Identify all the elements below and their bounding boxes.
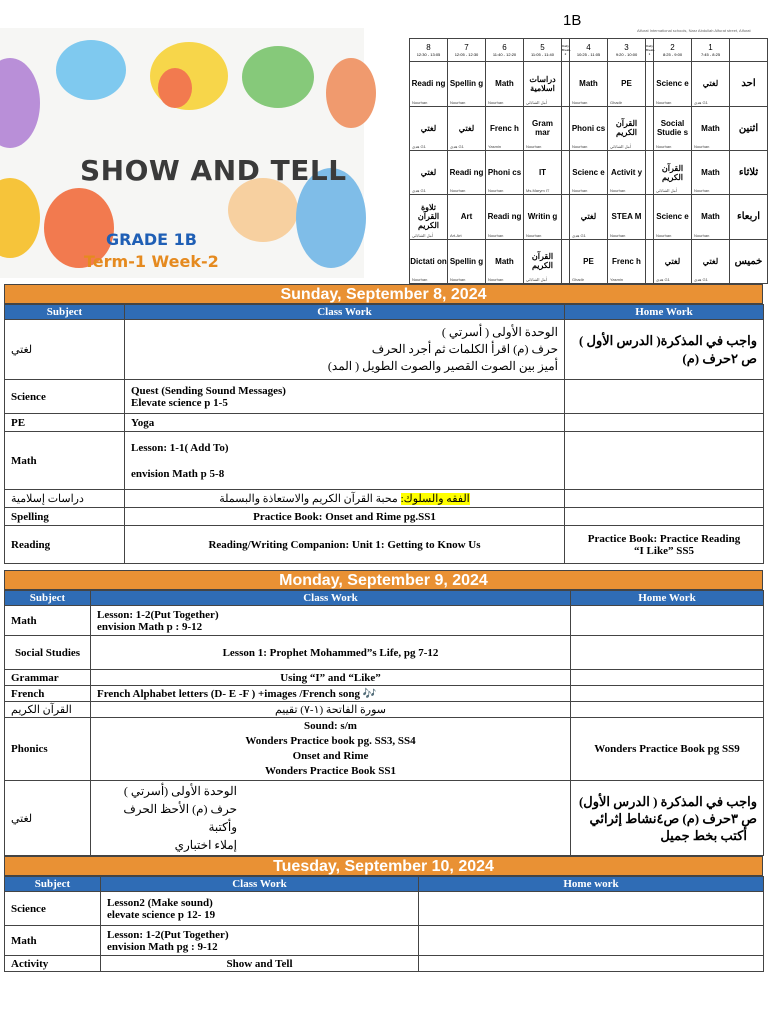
timetable-teacher: Ghadir — [610, 99, 623, 105]
timetable-period-header — [448, 39, 486, 62]
timetable-teacher: هدى G1 — [450, 143, 464, 149]
timetable-cell — [608, 195, 646, 239]
homework-cell — [571, 670, 764, 686]
timetable-cell — [570, 195, 608, 239]
table-row — [5, 414, 764, 432]
timetable-cell — [646, 106, 654, 150]
timetable-teacher: Art-Art — [450, 232, 462, 238]
timetable-subject: Readi ng — [411, 79, 446, 89]
timetable-cell — [448, 62, 486, 106]
period-time: 9:20 - 10:00 — [615, 52, 638, 58]
timetable-subject: تلاوة القرآن الكريم — [417, 203, 440, 231]
homework-cell — [565, 414, 764, 432]
timetable-day-label: اثنين — [730, 106, 768, 150]
timetable-subject: لغتي — [702, 256, 719, 266]
timetable-cell — [410, 239, 448, 283]
timetable-cell — [448, 106, 486, 150]
timetable-cell — [692, 106, 730, 150]
subject-cell: Math — [5, 606, 91, 636]
timetable-cell — [608, 62, 646, 106]
timetable-teacher: Nourhan — [694, 188, 710, 194]
subject-cell: Science — [5, 380, 125, 414]
homework-cell: Wonders Practice Book pg SS9 — [571, 718, 764, 781]
timetable-subject: لغتي — [420, 168, 437, 178]
timetable-teacher: Nourhan — [450, 188, 466, 194]
timetable-subject: Spellin g — [449, 79, 484, 89]
timetable-teacher: هدى G1 — [412, 143, 426, 149]
timetable-teacher: Nourhan — [656, 143, 672, 149]
subject-cell: French — [5, 686, 91, 702]
timetable-teacher: Nourhan — [656, 99, 672, 105]
table-row — [5, 526, 764, 564]
decorative-blob — [242, 46, 314, 108]
classwork-cell: Lesson: 1-2(Put Together) envision Math pg : 9-12 — [101, 926, 419, 956]
period-number: 6 — [502, 43, 507, 53]
period-time: 12:05 - 12:30 — [454, 52, 479, 58]
table-row — [5, 606, 764, 636]
timetable-subject: لغتي — [664, 256, 681, 266]
timetable-cell — [410, 195, 448, 239]
timetable-teacher: Nourhan — [572, 99, 588, 105]
homework-cell — [565, 508, 764, 526]
table-row — [5, 432, 764, 490]
day-header: Sunday, September 8, 2024 — [4, 284, 763, 304]
timetable-subject: القرآن الكريم — [615, 119, 638, 138]
timetable-teacher: Nourhan — [694, 143, 710, 149]
subject-cell: لغتي — [5, 320, 125, 380]
timetable-cell — [410, 62, 448, 106]
timetable-cell — [486, 150, 524, 194]
timetable-teacher: Nourhan — [610, 232, 626, 238]
timetable-cell — [692, 62, 730, 106]
timetable-cell — [448, 150, 486, 194]
timetable-subject: لغتي — [420, 123, 437, 133]
classwork-cell: الوحدة الأولى (أسرتي ) حرف (م) الأحظ الحرف وأكتبة إملاء اختباري — [91, 781, 571, 856]
timetable-subject: PE — [621, 79, 632, 89]
table-row — [5, 956, 764, 972]
timetable-subject: PE — [583, 256, 594, 266]
timetable-cell — [646, 62, 654, 106]
timetable-cell — [654, 239, 692, 283]
homework-cell: واجب في المذكرة( الدرس الأول ) ص ٢حرف (م) — [565, 320, 764, 380]
classwork-cell: Show and Tell — [101, 956, 419, 972]
classwork-cell: Lesson: 1-1( Add To) envision Math p 5-8 — [125, 432, 565, 490]
decorative-blob — [0, 178, 40, 258]
timetable-subject: لغتي — [702, 79, 719, 89]
timetable-subject: Dictati on — [410, 256, 447, 266]
timetable-day-label: اربعاء — [730, 195, 768, 239]
period-number: 4 — [586, 43, 591, 53]
timetable-day-row — [410, 106, 768, 150]
timetable-cell — [486, 106, 524, 150]
timetable-subject: Gram mar — [532, 119, 553, 138]
timetable-cell — [646, 195, 654, 239]
timetable-teacher: هدى G1 — [572, 232, 586, 238]
timetable-period-header — [410, 39, 448, 62]
sunday-table — [4, 304, 764, 564]
decorative-blob — [56, 40, 126, 100]
column-headers — [5, 591, 764, 606]
subject-cell: Activity — [5, 956, 101, 972]
timetable-teacher: Nourhan — [694, 232, 710, 238]
timetable-period-header: Daily Break-2 — [562, 39, 570, 62]
homework-cell: Practice Book: Practice Reading “I Like” SS5 — [565, 526, 764, 564]
timetable-teacher: Nourhan — [526, 232, 542, 238]
timetable-teacher: Nourhan — [488, 277, 504, 282]
timetable-cell — [646, 239, 654, 283]
homework-cell — [419, 926, 764, 956]
timetable-cell — [692, 195, 730, 239]
period-time: 11:40 - 12:20 — [492, 52, 517, 58]
timetable-cell — [524, 195, 562, 239]
banner-title: SHOW AND TELL — [80, 154, 347, 187]
timetable-teacher: هدى G1 — [412, 188, 426, 194]
homework-cell — [571, 636, 764, 670]
timetable-day-label: احد — [730, 62, 768, 106]
timetable-subject: Frenc h — [490, 123, 519, 133]
timetable-period-header — [730, 39, 768, 62]
timetable-day-row — [410, 150, 768, 194]
period-time: 7:45 - 8:25 — [700, 52, 721, 58]
day-header: Tuesday, September 10, 2024 — [4, 856, 763, 876]
timetable-teacher: Ms.Marym IT — [526, 188, 550, 194]
decorative-blob — [158, 68, 192, 108]
timetable-cell — [562, 106, 570, 150]
timetable-teacher: أمل الشاذلي — [412, 232, 433, 238]
classwork-cell: Reading/Writing Companion: Unit 1: Getting to Know Us — [125, 526, 565, 564]
timetable-subject: لغتي — [458, 123, 475, 133]
timetable-day-row — [410, 195, 768, 239]
timetable-subject: دراسات اسلامية — [529, 74, 556, 93]
timetable-subject: Spellin g — [449, 256, 484, 266]
timetable-subject: القرآن الكريم — [531, 252, 554, 271]
sunday-section — [4, 284, 763, 564]
table-row — [5, 320, 764, 380]
table-row — [5, 926, 764, 956]
timetable-subject: Writin g — [527, 212, 558, 222]
timetable-cell — [654, 106, 692, 150]
homework-cell — [571, 686, 764, 702]
timetable-cell — [692, 239, 730, 283]
timetable-teacher: Nourhan — [488, 99, 504, 105]
timetable-teacher: Ghadir — [572, 277, 585, 282]
period-number: 3 — [624, 43, 629, 53]
timetable-teacher: Nourhan — [488, 232, 504, 238]
timetable-cell — [570, 239, 608, 283]
timetable-subject: Scienc e — [656, 212, 689, 222]
timetable-subject: Math — [701, 123, 720, 133]
timetable-period-header: Daily Break-1 — [646, 39, 654, 62]
homework-cell — [565, 490, 764, 508]
timetable-teacher: Nourhan — [656, 232, 672, 238]
classwork-cell: Yoga — [125, 414, 565, 432]
timetable-cell — [608, 150, 646, 194]
subject-cell: Social Studies — [5, 636, 91, 670]
timetable-cell — [524, 150, 562, 194]
timetable-cell — [570, 106, 608, 150]
period-number: 5 — [540, 43, 545, 53]
table-row — [5, 670, 764, 686]
timetable-cell — [524, 106, 562, 150]
classwork-cell: Quest (Sending Sound Messages) Elevate science p 1-5 — [125, 380, 565, 414]
col-homework: Home Work — [571, 591, 764, 606]
subject-cell: لغتي — [5, 781, 91, 856]
timetable-period-header — [692, 39, 730, 62]
timetable-cell — [562, 195, 570, 239]
timetable-teacher: أمل الشاذلي — [526, 99, 547, 105]
timetable-cell — [486, 239, 524, 283]
table-row — [5, 380, 764, 414]
col-classwork: Class Work — [101, 877, 419, 892]
timetable-subject: Activit y — [610, 168, 643, 178]
timetable-cell — [570, 150, 608, 194]
tuesday-section — [4, 856, 763, 972]
timetable-cell — [524, 239, 562, 283]
table-row — [5, 636, 764, 670]
timetable-cell — [562, 150, 570, 194]
timetable-cell — [692, 150, 730, 194]
col-homework: Home Work — [565, 305, 764, 320]
timetable-teacher: Nourhan — [526, 143, 542, 149]
col-subject: Subject — [5, 591, 91, 606]
timetable-day-label: ثلاثاء — [730, 150, 768, 194]
timetable-teacher: أمل الشاذلي — [526, 277, 547, 282]
table-row — [5, 702, 764, 718]
timetable-teacher: أمل الشاذلي — [656, 188, 677, 194]
timetable-period-header — [570, 39, 608, 62]
classwork-cell: الوحدة الأولى ( أسرتي ) حرف (م) اقرأ الكلمات ثم أجرد الحرف أميز بين الصوت القصير والصوت الطويل ( المد) — [125, 320, 565, 380]
col-subject: Subject — [5, 877, 101, 892]
timetable-cell — [562, 239, 570, 283]
timetable-cell — [654, 150, 692, 194]
timetable-subject: STEA M — [611, 212, 642, 222]
timetable-subject: Math — [701, 212, 720, 222]
period-number: 8 — [426, 43, 431, 53]
timetable-teacher: هدى G1 — [656, 277, 670, 282]
timetable-cell — [608, 106, 646, 150]
classwork-cell: Using “I” and “Like” — [91, 670, 571, 686]
class-timetable — [409, 8, 768, 284]
timetable-teacher: Nourhan — [488, 188, 504, 194]
period-time: 10:25 - 11:05 — [576, 52, 601, 58]
highlighted-topic: الفقه والسلوك: — [400, 493, 470, 505]
homework-cell — [419, 956, 764, 972]
subject-cell: القرآن الكريم — [5, 702, 91, 718]
subject-cell: Grammar — [5, 670, 91, 686]
timetable-subject: لغتي — [580, 212, 597, 222]
timetable-cell — [410, 106, 448, 150]
col-classwork: Class Work — [91, 591, 571, 606]
period-time: 12:30 - 13:05 — [416, 52, 441, 58]
timetable-subject: Readi ng — [487, 212, 522, 222]
period-number: 2 — [670, 43, 675, 53]
subject-cell: Reading — [5, 526, 125, 564]
timetable-cell — [646, 150, 654, 194]
timetable-teacher: Nourhan — [572, 143, 588, 149]
table-row — [5, 508, 764, 526]
subject-cell: Math — [5, 432, 125, 490]
timetable-teacher: Nourhan — [412, 99, 428, 105]
timetable-teacher: Yasmin — [488, 143, 502, 149]
timetable-teacher: Nourhan — [450, 99, 466, 105]
timetable-school-name: Alfurat International schools, Nasr Abdullah Alfurat street, Alfurat — [637, 28, 751, 33]
timetable-teacher: هدى G1 — [694, 277, 708, 282]
homework-cell — [565, 432, 764, 490]
period-number: 7 — [464, 43, 469, 53]
timetable-cell — [486, 62, 524, 106]
col-homework: Home work — [419, 877, 764, 892]
timetable-subject: Math — [495, 79, 514, 89]
timetable-header-row — [410, 39, 768, 62]
day-header: Monday, September 9, 2024 — [4, 570, 763, 590]
banner-grade: GRADE 1B — [106, 230, 197, 249]
classwork-cell: Lesson 1: Prophet Mohammed”s Life, pg 7-12 — [91, 636, 571, 670]
decorative-blob — [326, 58, 376, 128]
classwork-cell: سورة الفاتحة (١-٧) تقييم — [91, 702, 571, 718]
timetable-cell — [654, 62, 692, 106]
timetable-period-header — [524, 39, 562, 62]
column-headers — [5, 305, 764, 320]
timetable-cell — [570, 62, 608, 106]
col-classwork: Class Work — [125, 305, 565, 320]
homework-cell: واجب في المذكرة ( الدرس الأول) ص ٣حرف (م) ص٤نشاط إثرائي أكتب بخط جميل — [571, 781, 764, 856]
classwork-cell: Lesson: 1-2(Put Together) envision Math p : 9-12 — [91, 606, 571, 636]
classwork-cell: Sound: s/m Wonders Practice book pg. SS3, SS4 Onset and Rime Wonders Practice Book SS1 — [91, 718, 571, 781]
timetable-grid — [409, 38, 768, 284]
timetable-cell — [448, 195, 486, 239]
homework-cell — [419, 892, 764, 926]
timetable-period-header — [654, 39, 692, 62]
timetable-cell — [486, 195, 524, 239]
timetable-subject: Art — [460, 212, 473, 222]
col-subject: Subject — [5, 305, 125, 320]
tuesday-table — [4, 876, 764, 972]
timetable-subject: Scienc e — [656, 79, 689, 89]
timetable-teacher: Nourhan — [450, 277, 466, 282]
subject-cell: Phonics — [5, 718, 91, 781]
classwork-cell: Practice Book: Onset and Rime pg.SS1 — [125, 508, 565, 526]
timetable-period-header — [608, 39, 646, 62]
homework-cell — [571, 606, 764, 636]
timetable-teacher: Nourhan — [572, 188, 588, 194]
timetable-teacher: Yasmin — [610, 277, 624, 282]
timetable-subject: Frenc h — [612, 256, 641, 266]
timetable-period-header — [486, 39, 524, 62]
timetable-subject: Math — [495, 256, 514, 266]
timetable-day-label: خميس — [730, 239, 768, 283]
classwork-cell: الفقه والسلوك: محبة القرآن الكريم والاستعاذة والبسملة — [125, 490, 565, 508]
homework-cell — [565, 380, 764, 414]
timetable-subject: القرآن الكريم — [661, 163, 684, 182]
period-time: 11:05 - 11:40 — [531, 52, 554, 58]
timetable-teacher: أمل الشاذلي — [610, 143, 631, 149]
monday-table — [4, 590, 764, 856]
table-row — [5, 718, 764, 781]
timetable-cell — [410, 150, 448, 194]
decorative-blob — [228, 178, 298, 242]
timetable-subject: IT — [538, 168, 547, 178]
timetable-subject: Math — [701, 168, 720, 178]
table-row — [5, 781, 764, 856]
subject-cell: Spelling — [5, 508, 125, 526]
timetable-teacher: Nourhan — [610, 188, 626, 194]
subject-cell: Math — [5, 926, 101, 956]
monday-section — [4, 570, 763, 856]
timetable-cell — [608, 239, 646, 283]
timetable-subject: Readi ng — [449, 168, 484, 178]
table-row — [5, 490, 764, 508]
timetable-teacher: Nourhan — [412, 277, 428, 282]
table-row — [5, 892, 764, 926]
subject-cell: دراسات إسلامية — [5, 490, 125, 508]
timetable-subject: Social Studie s — [656, 119, 689, 138]
subject-cell: Science — [5, 892, 101, 926]
timetable-subject: Math — [579, 79, 598, 89]
timetable-subject: Phoni cs — [487, 168, 522, 178]
timetable-subject: Scienc e — [572, 168, 605, 178]
subject-cell: PE — [5, 414, 125, 432]
timetable-day-row — [410, 239, 768, 283]
timetable-cell — [524, 62, 562, 106]
table-row — [5, 686, 764, 702]
classwork-cell: Lesson2 (Make sound) elevate science p 12- 19 — [101, 892, 419, 926]
homework-cell — [571, 702, 764, 718]
timetable-day-row — [410, 62, 768, 106]
timetable-cell — [562, 62, 570, 106]
column-headers — [5, 877, 764, 892]
timetable-cell — [448, 239, 486, 283]
timetable-cell — [654, 195, 692, 239]
timetable-class-label: 1B — [563, 12, 582, 29]
timetable-teacher: هدى G1 — [694, 99, 708, 105]
show-and-tell-banner — [0, 28, 364, 278]
classwork-cell: French Alphabet letters (D- E -F ) +images /French song 🎶 — [91, 686, 571, 702]
banner-term: Term-1 Week-2 — [84, 252, 219, 271]
period-number: 1 — [708, 43, 713, 53]
decorative-blob — [0, 58, 40, 148]
timetable-subject: Phoni cs — [571, 123, 606, 133]
period-time: 8:25 - 9:00 — [662, 52, 683, 58]
